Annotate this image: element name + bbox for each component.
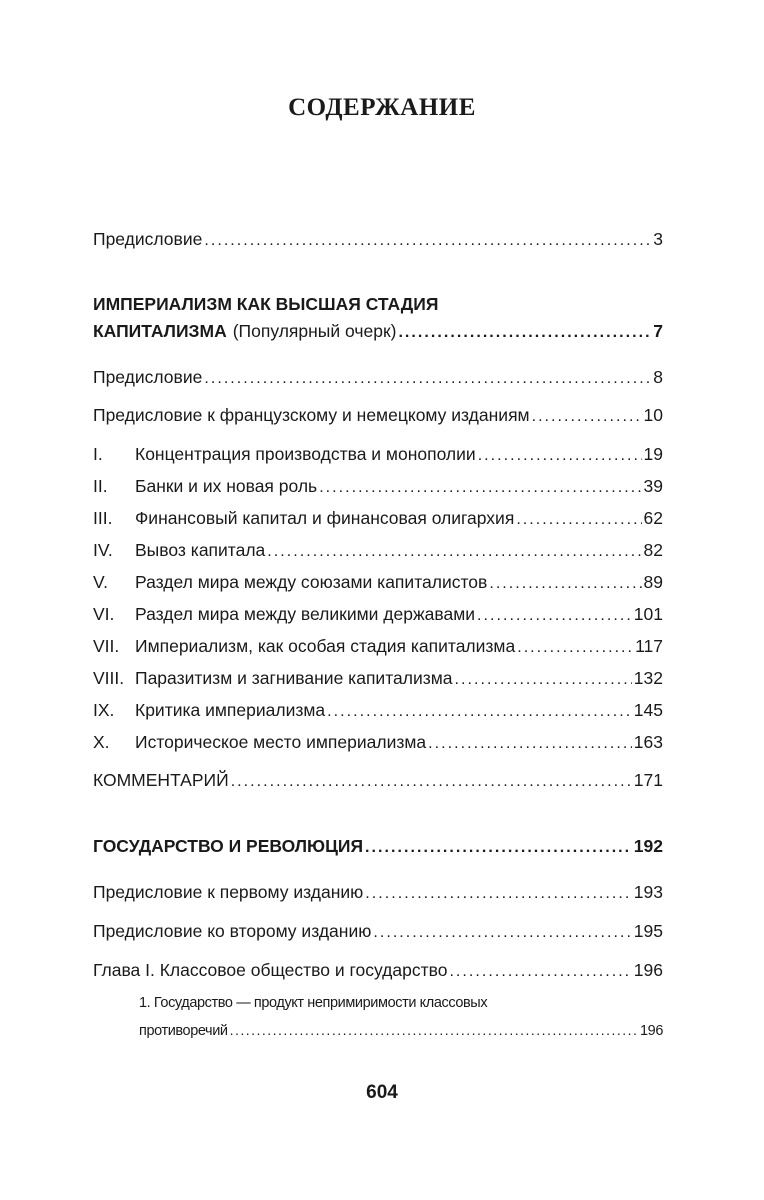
dot-leader — [398, 322, 651, 344]
entry-page: 163 — [633, 732, 663, 752]
dot-leader — [365, 883, 632, 905]
toc-subentry-line1: 1. Государство — продукт непримиримости классовых — [139, 995, 488, 1011]
entry-page: 192 — [633, 836, 663, 856]
toc-entry-preface-second[interactable] — [93, 920, 663, 944]
entry-label: Паразитизм и загнивание капитализма — [135, 668, 453, 688]
dot-leader — [365, 837, 632, 859]
entry-page: 8 — [653, 367, 663, 387]
chapter-number: VII. — [93, 636, 120, 656]
chapter-number: VI. — [93, 604, 115, 624]
entry-label: Империализм, как особая стадия капитализма — [135, 636, 516, 656]
entry-page: 196 — [633, 960, 663, 980]
toc-entry-commentary[interactable] — [93, 769, 663, 793]
entry-label: Предисловие к первому изданию — [93, 882, 364, 902]
entry-label: Банки и их новая роль — [135, 476, 318, 496]
entry-label: КАПИТАЛИЗМА — [93, 321, 227, 341]
entry-label: Предисловие ко второму изданию — [93, 921, 372, 941]
entry-page: 196 — [640, 1023, 663, 1039]
dot-leader — [204, 368, 651, 390]
toc-entry-chapter-1[interactable] — [93, 959, 663, 983]
toc-entry-state-revolution[interactable] — [93, 835, 663, 859]
dot-leader — [455, 669, 632, 691]
dot-leader — [267, 541, 641, 563]
entry-label: Предисловие — [93, 367, 203, 387]
entry-page: 195 — [633, 921, 663, 941]
entry-page: 7 — [653, 321, 663, 341]
entry-page: 145 — [633, 700, 663, 720]
entry-subtitle: (Популярный очерк) — [232, 321, 397, 341]
dot-leader — [449, 961, 631, 983]
entry-label: Критика империализма — [135, 700, 326, 720]
entry-page: 19 — [643, 444, 663, 464]
entry-page: 89 — [643, 572, 663, 592]
toc-chapter[interactable] — [93, 731, 663, 755]
entry-label: Вывоз капитала — [135, 540, 266, 560]
entry-label: Раздел мира между великими державами — [135, 604, 476, 624]
entry-page: 3 — [653, 229, 663, 249]
entry-page: 62 — [643, 508, 663, 528]
dot-leader — [517, 637, 633, 659]
toc-chapter[interactable] — [93, 603, 663, 627]
entry-page: 193 — [633, 882, 663, 902]
dot-leader — [477, 605, 632, 627]
entry-label: ГОСУДАРСТВО И РЕВОЛЮЦИЯ — [93, 836, 364, 856]
entry-page: 171 — [633, 770, 663, 790]
dot-leader — [231, 771, 632, 793]
entry-label: КОММЕНТАРИЙ — [93, 770, 229, 790]
entry-label: Предисловие к французскому и немецкому изданиям — [93, 405, 530, 425]
chapter-number: I. — [93, 444, 103, 464]
entry-label: противоречий — [139, 1023, 228, 1039]
entry-label: Концентрация производства и монополии — [135, 444, 476, 464]
toc-entry-preface[interactable] — [93, 228, 663, 252]
dot-leader — [373, 922, 631, 944]
page-number: 604 — [366, 1082, 398, 1103]
chapter-number: X. — [93, 732, 110, 752]
entry-label: Раздел мира между союзами капиталистов — [135, 572, 488, 592]
toc-chapter[interactable] — [93, 475, 663, 499]
dot-leader — [230, 1020, 638, 1040]
chapter-number: VIII. — [93, 668, 125, 688]
dot-leader — [478, 445, 642, 467]
toc-subentry-1[interactable] — [139, 1020, 663, 1041]
toc-chapter[interactable] — [93, 699, 663, 723]
dot-leader — [532, 406, 642, 428]
chapter-number: IX. — [93, 700, 115, 720]
toc-chapter[interactable] — [93, 667, 663, 691]
section-imperialism-title: ИМПЕРИАЛИЗМ КАК ВЫСШАЯ СТАДИЯ — [93, 294, 439, 314]
entry-label: Предисловие — [93, 229, 203, 249]
entry-page: 101 — [633, 604, 663, 624]
dot-leader — [327, 701, 632, 723]
toc-chapter[interactable] — [93, 539, 663, 563]
dot-leader — [489, 573, 641, 595]
chapter-number: V. — [93, 572, 108, 592]
chapter-number: IV. — [93, 540, 113, 560]
chapter-number: II. — [93, 476, 108, 496]
entry-page: 82 — [643, 540, 663, 560]
entry-page: 117 — [635, 636, 663, 656]
toc-entry-preface-first[interactable] — [93, 881, 663, 905]
dot-leader — [516, 509, 641, 531]
toc-chapter[interactable] — [93, 571, 663, 595]
toc-entry-preface-fr-de[interactable] — [93, 404, 663, 428]
entry-page: 10 — [643, 405, 663, 425]
toc-chapter[interactable] — [93, 635, 663, 659]
toc-entry-imperialism-preface[interactable] — [93, 366, 663, 390]
toc-chapter[interactable] — [93, 507, 663, 531]
entry-label: Глава I. Классовое общество и государство — [93, 960, 448, 980]
dot-leader — [319, 477, 641, 499]
toc-chapter[interactable] — [93, 443, 663, 467]
chapter-number: III. — [93, 508, 113, 528]
toc-entry-imperialism[interactable] — [93, 320, 663, 344]
entry-page: 132 — [633, 668, 663, 688]
entry-page: 39 — [643, 476, 663, 496]
dot-leader — [428, 733, 632, 755]
dot-leader — [204, 230, 651, 252]
entry-label: Финансовый капитал и финансовая олигархия — [135, 508, 515, 528]
entry-label: Историческое место империализма — [135, 732, 427, 752]
page-title: СОДЕРЖАНИЕ — [288, 94, 476, 121]
